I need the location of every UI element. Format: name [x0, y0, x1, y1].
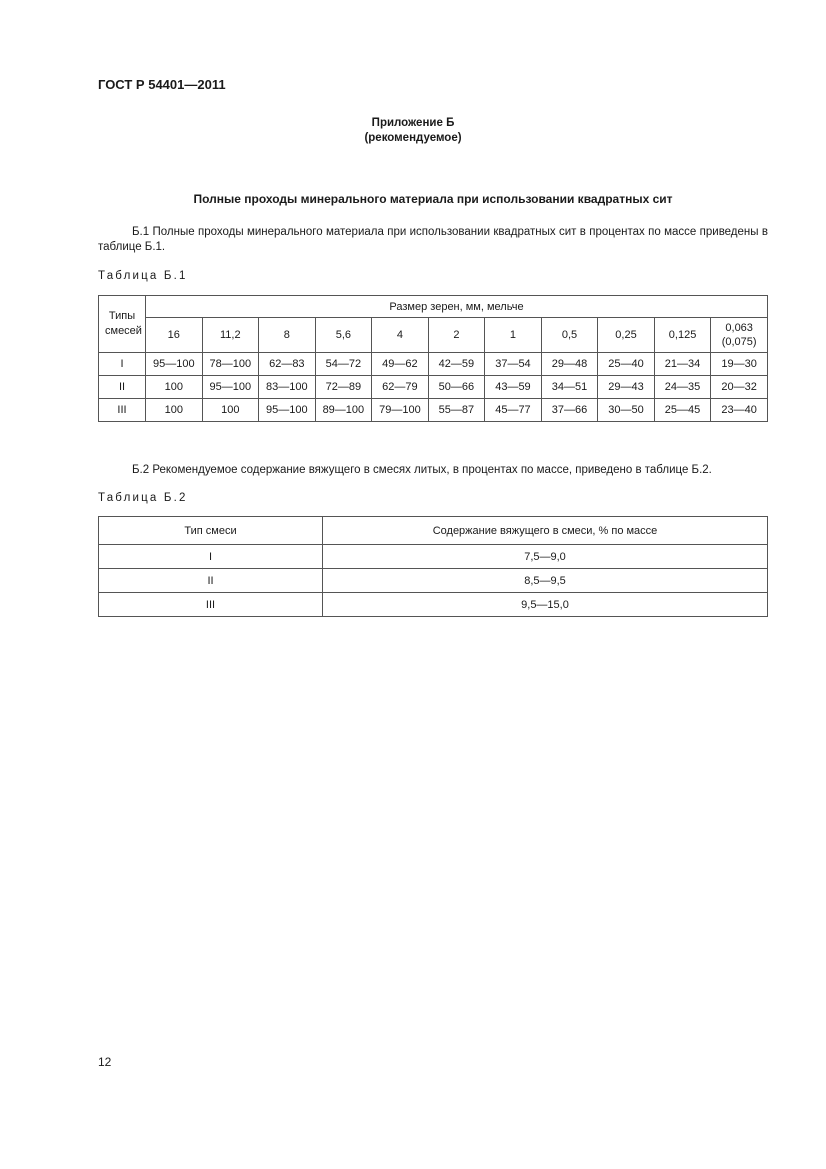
- table-cell: 45—77: [485, 399, 542, 422]
- size-header: 0,25: [598, 318, 655, 353]
- table-cell: 50—66: [428, 376, 485, 399]
- table-cell: 42—59: [428, 353, 485, 376]
- size-header-last-line1: 0,063: [725, 322, 753, 334]
- page-number: 12: [98, 1055, 112, 1069]
- table-cell: 30—50: [598, 399, 655, 422]
- group-header-grain-size: Размер зерен, мм, мельче: [146, 296, 768, 318]
- size-header: 2: [428, 318, 485, 353]
- table-cell: 62—79: [372, 376, 429, 399]
- section-title: Полные проходы минерального материала при использовании квадратных сит: [193, 192, 673, 206]
- table-cell: 95—100: [202, 376, 259, 399]
- paragraph-b2: Б.2 Рекомендуемое содержание вяжущего в смесях литых, в процентах по массе, приведено в таблице Б.2.: [132, 464, 712, 476]
- table-b1: [98, 295, 768, 422]
- mix-type: I: [99, 353, 146, 376]
- size-header: 0,5: [541, 318, 598, 353]
- table-b2: [98, 516, 768, 617]
- table-cell: 54—72: [315, 353, 372, 376]
- size-header: 0,125: [654, 318, 711, 353]
- size-header: 4: [372, 318, 429, 353]
- table-cell: 25—40: [598, 353, 655, 376]
- table-row: [99, 545, 768, 569]
- table-cell: 49—62: [372, 353, 429, 376]
- size-header: 16: [146, 318, 203, 353]
- table-cell: 83—100: [259, 376, 316, 399]
- row-header-types: Типы смесей: [99, 296, 146, 353]
- table-cell: 37—54: [485, 353, 542, 376]
- table-cell: 19—30: [711, 353, 768, 376]
- table-row: [99, 399, 768, 422]
- mix-type: I: [99, 545, 323, 569]
- table-cell: 100: [146, 399, 203, 422]
- table-row: [99, 593, 768, 617]
- mix-type: II: [99, 376, 146, 399]
- table-b2-caption: Таблица Б.2: [98, 492, 188, 504]
- table-cell: 78—100: [202, 353, 259, 376]
- table-cell: 29—48: [541, 353, 598, 376]
- table-row: [99, 353, 768, 376]
- table-cell: 100: [146, 376, 203, 399]
- table-cell: 21—34: [654, 353, 711, 376]
- table-cell: 55—87: [428, 399, 485, 422]
- header-mix-type: Тип смеси: [99, 517, 323, 545]
- document-code: ГОСТ Р 54401—2011: [98, 77, 226, 92]
- mix-type: III: [99, 593, 323, 617]
- size-header-last: [711, 318, 768, 353]
- size-header: 11,2: [202, 318, 259, 353]
- table-cell: 95—100: [146, 353, 203, 376]
- table-cell: 24—35: [654, 376, 711, 399]
- appendix-subtitle: (рекомендуемое): [364, 132, 462, 144]
- binder-content: 8,5—9,5: [323, 569, 768, 593]
- table-cell: 37—66: [541, 399, 598, 422]
- appendix-title: Приложение Б: [371, 117, 455, 129]
- paragraph-b1: Б.1 Полные проходы минерального материала при использовании квадратных сит в процентах по массе приведены в таблице Б.1.: [98, 226, 768, 253]
- table-cell: 89—100: [315, 399, 372, 422]
- mix-type: II: [99, 569, 323, 593]
- table-cell: 100: [202, 399, 259, 422]
- table-cell: 29—43: [598, 376, 655, 399]
- table-cell: 25—45: [654, 399, 711, 422]
- size-header: 8: [259, 318, 316, 353]
- table-cell: 62—83: [259, 353, 316, 376]
- size-header-last-line2: (0,075): [721, 336, 757, 348]
- table-cell: 34—51: [541, 376, 598, 399]
- table-cell: 72—89: [315, 376, 372, 399]
- table-cell: 20—32: [711, 376, 768, 399]
- binder-content: 7,5—9,0: [323, 545, 768, 569]
- table-cell: 43—59: [485, 376, 542, 399]
- binder-content: 9,5—15,0: [323, 593, 768, 617]
- table-row: [99, 569, 768, 593]
- size-header: 5,6: [315, 318, 372, 353]
- table-row: [99, 376, 768, 399]
- table-cell: 79—100: [372, 399, 429, 422]
- size-header: 1: [485, 318, 542, 353]
- table-cell: 95—100: [259, 399, 316, 422]
- mix-type: III: [99, 399, 146, 422]
- header-binder-content: Содержание вяжущего в смеси, % по массе: [323, 517, 768, 545]
- table-b1-caption: Таблица Б.1: [98, 270, 188, 282]
- table-cell: 23—40: [711, 399, 768, 422]
